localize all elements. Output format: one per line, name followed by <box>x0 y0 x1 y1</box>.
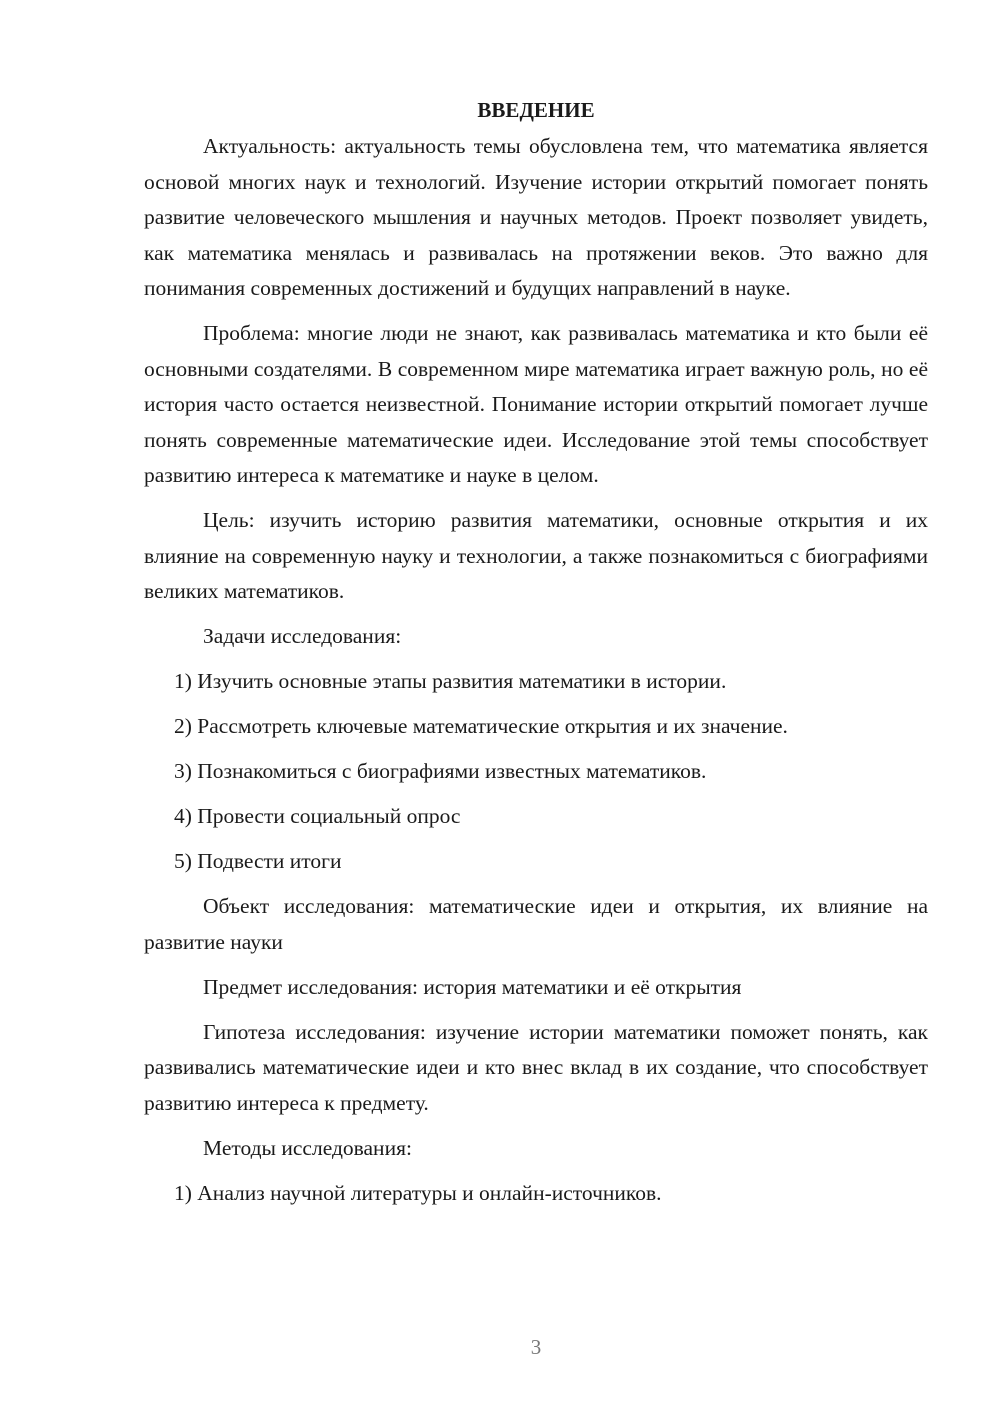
paragraph-goal: Цель: изучить историю развития математики, основные открытия и их влияние на современную науку и технологии, а также познакомиться с биографиями великих математиков. <box>144 508 928 603</box>
task-item-3: 3) Познакомиться с биографиями известных математиков. <box>174 759 707 783</box>
section-heading: ВВЕДЕНИЕ <box>477 98 595 122</box>
paragraph-relevance: Актуальность: актуальность темы обусловлена тем, что математика является основой многих наук и технологий. Изучение истории открытий помогает понять развитие человеческого мышления и научных методов. Проект позволяет увидеть, как математика менялась и развивалась на протяжении веков. Это важно для понимания современных достижений и будущих направлений в науке. <box>144 134 928 300</box>
task-item-4: 4) Провести социальный опрос <box>174 804 461 828</box>
paragraph-problem: Проблема: многие люди не знают, как развивалась математика и кто были её основными создателями. В современном мире математика играет важную роль, но её история часто остается неизвестной. Понимание истории открытий помогает лучше понять современные математические идеи. Исследование этой темы способствует развитию интереса к математике и науке в целом. <box>144 321 928 487</box>
paragraph-hypothesis: Гипотеза исследования: изучение истории математики поможет понять, как развивались математические идеи и кто внес вклад в их создание, что способствует развитию интереса к предмету. <box>144 1019 928 1115</box>
task-item-2: 2) Рассмотреть ключевые математические открытия и их значение. <box>174 714 788 738</box>
method-item-1: 1) Анализ научной литературы и онлайн-источников. <box>174 1180 662 1205</box>
task-item-5: 5) Подвести итоги <box>174 849 342 873</box>
methods-title: Методы исследования: <box>203 1135 412 1160</box>
tasks-title: Задачи исследования: <box>203 624 402 648</box>
document-page <box>144 95 928 1221</box>
paragraph-subject: Предмет исследования: история математики и её открытия <box>203 974 742 999</box>
paragraph-object: Объект исследования: математические идеи и открытия, их влияние на развитие науки <box>144 894 928 954</box>
task-item-1: 1) Изучить основные этапы развития математики в истории. <box>174 669 727 693</box>
page-number: 3 <box>530 1335 542 1359</box>
